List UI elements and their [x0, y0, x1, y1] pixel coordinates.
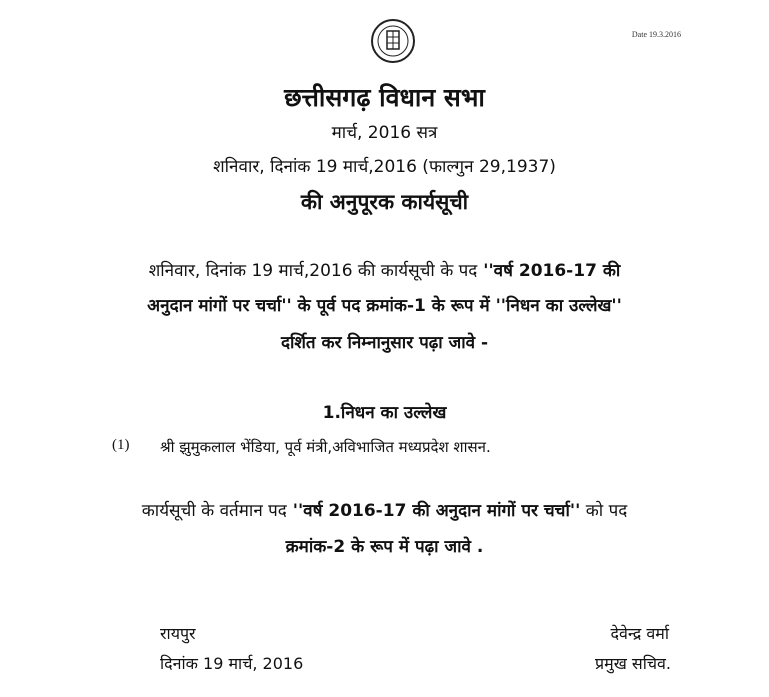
closing-line-2: क्रमांक-2 के रूप में पढ़ा जावे .: [285, 537, 484, 557]
document-subtitle: की अनुपूरक कार्यसूची: [300, 190, 469, 214]
place-label: रायपुर: [160, 624, 196, 643]
closing-line-1: [0, 498, 769, 521]
intro-line-2: अनुदान मांगों पर चर्चा'' के पूर्व पद क्रमांक-1 के रूप में ''निधन का उल्लेख'': [147, 296, 622, 316]
intro-line-1: [0, 258, 769, 281]
signer-name: देवेन्द्र वर्मा: [610, 624, 669, 643]
intro-line-1-plain: शनिवार, दिनांक 19 मार्च,2016 की कार्यसूची के पद: [148, 261, 478, 281]
session-label: मार्च, 2016 सत्र: [331, 123, 438, 143]
list-item-number: (1): [112, 437, 130, 453]
section-heading: 1.निधन का उल्लेख: [322, 403, 447, 423]
dateline: शनिवार, दिनांक 19 मार्च,2016 (फाल्गुन 29,1937): [213, 157, 556, 177]
intro-line-3: दर्शित कर निम्नानुसार पढ़ा जावे -: [280, 333, 489, 353]
signature-date: दिनांक 19 मार्च, 2016: [160, 654, 304, 673]
closing-line-1-plain-a: कार्यसूची के वर्तमान पद: [141, 501, 287, 521]
closing-line-1-plain-b: को पद: [580, 501, 628, 521]
list-item: श्री झुमुकलाल भेंडिया, पूर्व मंत्री,अविभाजित मध्यप्रदेश शासन.: [160, 438, 491, 456]
signer-designation: प्रमुख सचिव.: [595, 654, 671, 673]
closing-line-1-bold: ''वर्ष 2016-17 की अनुदान मांगों पर चर्चा'': [286, 501, 581, 521]
vidhan-sabha-emblem-icon: [370, 18, 416, 64]
date-stamp: Date 19.3.2016: [631, 30, 681, 39]
intro-line-1-bold: ''वर्ष 2016-17 की: [477, 261, 621, 281]
org-title: छत्तीसगढ़ विधान सभा: [284, 83, 485, 112]
